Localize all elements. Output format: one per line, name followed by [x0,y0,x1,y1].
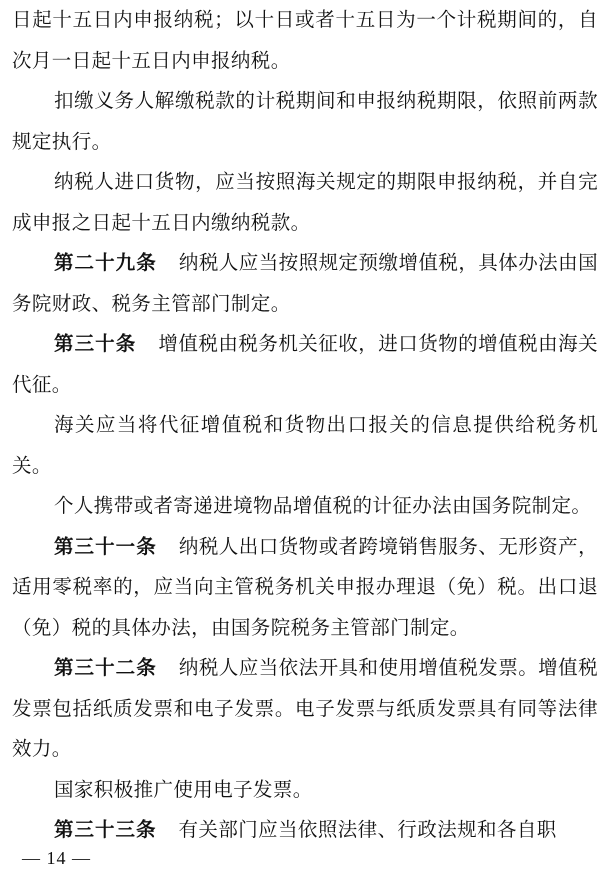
article-paragraph [12,527,598,649]
paragraph [12,770,598,811]
article-number: 第三十条 [54,332,137,355]
paragraph-text: 日起十五日内申报纳税；以十日或者十五日为一个计税期间的，自次月一日起十五日内申报纳税。 [12,8,598,72]
article-paragraph [12,324,598,405]
paragraph-continuation [12,0,598,81]
article-number: 第三十一条 [54,534,157,558]
paragraph-text: 纳税人出口货物或者跨境销售服务、无形资产，适用零税率的，应当向主管税务机关申报办理退（免）税。出口退（免）税的具体办法，由国务院税务主管部门制定。 [12,534,598,639]
paragraph-text: 个人携带或者寄递进境物品增值税的计征办法由国务院制定。 [54,494,592,517]
paragraph-text: 海关应当将代征增值税和货物出口报关的信息提供给税务机关。 [12,413,598,477]
paragraph-text: 有关部门应当依照法律、行政法规和各自职 [178,818,557,841]
article-paragraph [12,648,598,770]
article-number: 第三十二条 [54,656,157,679]
paragraph-text: 扣缴义务人解缴税款的计税期间和申报纳税期限，依照前两款规定执行。 [12,89,598,153]
paragraph [12,486,598,527]
article-number: 第三十三条 [54,818,157,841]
paragraph-text: 增值税由税务机关征收，进口货物的增值税由海关代征。 [12,332,598,396]
page-number: — 14 — [22,848,91,868]
paragraph [12,162,598,243]
paragraph-text: 纳税人应当依法开具和使用增值税发票。增值税发票包括纸质发票和电子发票。电子发票与纸质发票具有同等法律效力。 [12,656,598,760]
paragraph-text: 纳税人应当按照规定预缴增值税，具体办法由国务院财政、税务主管部门制定。 [12,251,598,315]
paragraph [12,81,598,162]
paragraph [12,405,598,486]
article-paragraph [12,810,598,851]
article-paragraph [12,243,598,324]
article-number: 第二十九条 [54,251,157,274]
document-page [12,0,598,851]
paragraph-text: 纳税人进口货物，应当按照海关规定的期限申报纳税，并自完成申报之日起十五日内缴纳税款。 [12,170,598,234]
paragraph-text: 国家积极推广使用电子发票。 [54,777,313,801]
